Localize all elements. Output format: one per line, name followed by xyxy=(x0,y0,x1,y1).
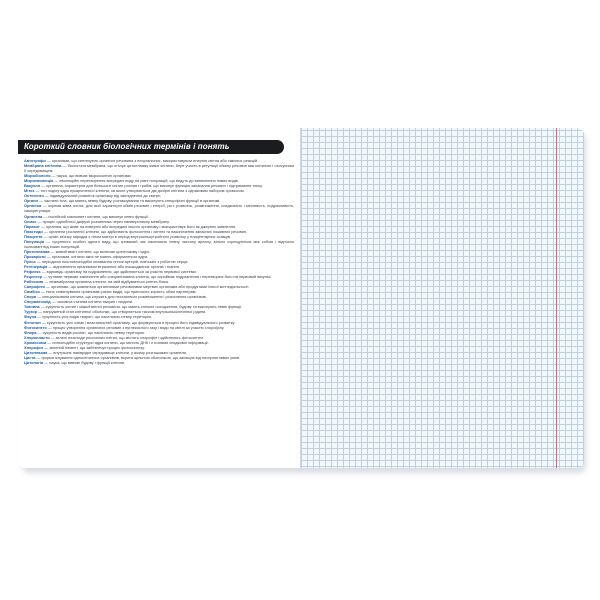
glossary-term: Мікробіологія xyxy=(24,173,51,179)
glossary-definition: — сукупність клітин і міжклітинної речовини, що мають спільне походження, будову та виконують певні функції. xyxy=(39,304,243,310)
glossary-definition: — наука, що вивчає будову і функції клітини. xyxy=(43,359,126,365)
notebook-spread xyxy=(18,128,584,468)
glossary-definition: — індивідуальний розвиток організму від запліднення до смерті. xyxy=(43,193,162,199)
glossary-definition: — органела, характерна для більшості клітин рослин і грибів, що виконує функцію запасання речовин і підтримання тиску. xyxy=(40,183,263,189)
glossary-definition: — окрема жива істота, для якої характерні обмін речовин і енергії, ріст, розвиток, розмноження, спадковість і мінливість, подразливість, саморегуляція. xyxy=(24,203,294,214)
glossary-term: Цитоплазма xyxy=(24,349,48,355)
glossary-term: Хромосоми xyxy=(24,339,47,345)
glossary-term: Тканина xyxy=(24,304,40,310)
glossary-term: Фотосинтез xyxy=(24,324,47,330)
glossary-definition: — спеціалізована клітина, що служить для нестатевого розмноження і розселення організмів. xyxy=(36,294,207,300)
glossary-term: Пульс xyxy=(24,258,36,264)
glossary-term: Хлоропласти xyxy=(24,334,50,340)
glossary-definition: — орган зв'язку зародка з тілом матері в період внутрішньоутробного розвитку у плацентарних ссавців. xyxy=(42,233,231,239)
glossary-term: Сперматозоїд xyxy=(24,299,51,305)
glossary-definition: — біологічна мембрана, що оточує цитоплазму живої клітини, бере участь в регуляції обміну речовин між клітиною і оточуючим її середовищем. xyxy=(24,163,294,174)
glossary-term: Симбіоз xyxy=(24,289,40,295)
glossary-definition: — тісне співіснування організмів різних видів, що приносить користь обом партнерам. xyxy=(39,289,197,295)
glossary-definition: — організм, що живе на поверхні або всередині іншого організму і використовує його як джерело живлення. xyxy=(39,223,237,229)
glossary-term: Автотрофи xyxy=(24,158,46,163)
glossary-term: Тургор xyxy=(24,309,38,315)
glossary-term: Сапрофіти xyxy=(24,284,45,290)
glossary-term: Рецептор xyxy=(24,274,43,280)
glossary-term: Популяція xyxy=(24,238,45,244)
margin-line xyxy=(556,128,557,468)
glossary-page xyxy=(18,128,301,468)
glossary-term: Організм xyxy=(24,203,42,209)
glossary-definition: — сукупність особин одного виду, що тривалий час населяють певну частину ареалу, вільно схрещуються між собою і відносно ізольовані від інших популяцій. xyxy=(24,238,294,249)
glossary-definition: — еволюційні перетворення всередині виду на рівні популяцій, що ведуть до виникнення нових видів. xyxy=(53,178,239,184)
glossary-term: Цитологія xyxy=(24,359,44,365)
glossary-definition: — організми, клітини яких не мають оформленого ядра. xyxy=(45,253,149,259)
glossary-definition: — ниткоподібні структури ядра клітини, що містять ДНК і є носіями спадкової інформації. xyxy=(46,339,209,345)
glossary-definition: — форма існування одноклітинних організмів, вкрита щільною оболонкою, що захищає від несприятливих умов. xyxy=(35,354,241,360)
glossary-term: Органела xyxy=(24,213,43,219)
glossary-term: Органи xyxy=(24,198,38,204)
glossary-entry xyxy=(24,163,294,173)
glossary-definition: — сукупність усіх видів тварин, що населяють певну територію. xyxy=(36,314,153,320)
glossary-term: Протоплазма xyxy=(24,248,50,254)
glossary-definition: — напружений стан клітинної оболонки, що створюється тиском внутрішньоклітинної рідини. xyxy=(37,309,207,315)
glossary-term: Мікроеволюція xyxy=(24,178,54,184)
glossary-term: Фауна xyxy=(24,314,37,320)
glossary-term: Спора xyxy=(24,294,37,300)
glossary-definition: — немембранна органела клітини, на якій відбувається синтез білка. xyxy=(43,279,170,285)
glossary-definition: — органели рослинної клітини, що здійснюють фотосинтез і синтез та накопичення запасних поживних речовин. xyxy=(42,228,248,234)
glossary-entry xyxy=(24,360,294,365)
glossary-term: Мітоз xyxy=(24,188,35,194)
glossary-term: Осмос xyxy=(24,218,37,224)
glossary-term: Пластиди xyxy=(24,228,43,234)
glossary-definition: — тип поділу ядра еукаріотичної клітини, за якого утворюються дві дочірні клітини з однаковим набором хромосом. xyxy=(34,188,245,194)
glossary-definition: — наука, що вивчає мікроскопічні організми. xyxy=(50,173,132,179)
glossary-definition: — відновлення організмом втрачених або пошкоджених органів і тканин. xyxy=(47,263,180,269)
glossary-definition: — організми, що синтезують органічні речовини з неорганічних, використовуючи енергію світла або хімічних реакцій. xyxy=(45,158,259,163)
glossary-definition: — періодичні поштовхоподібні коливання стінок артерій, пов'язані з роботою серця. xyxy=(35,258,189,264)
glossary-definition: — сукупність видів рослин, що населяють певну територію. xyxy=(36,329,146,335)
glossary-term: Хлорофіл xyxy=(24,344,44,350)
glossary-term: Флора xyxy=(24,329,37,335)
glossary-definition: — внутрішнє напіврідке середовище клітини, у якому розташовані органели. xyxy=(47,349,187,355)
glossary-definition: — організми, що живляться органічними речовинами мертвих організмів або продуктами їхньої життєдіяльності. xyxy=(44,284,250,290)
glossary-definition: — постійний компонент клітини, що виконує певні функції. xyxy=(42,213,149,219)
glossary-term: Онтогенез xyxy=(24,193,44,199)
glossary-term: Регенерація xyxy=(24,263,48,269)
glossary-definition: — відповідь організму на подразнення, що здійснюється за участю нервової системи. xyxy=(40,269,197,275)
glossary-definition: — частини тіла, що мають певну будову, розташування та виконують специфічні функції в організмі. xyxy=(37,198,221,204)
glossary-entry xyxy=(24,239,294,249)
grid-page xyxy=(301,128,584,468)
glossary-term: Паразит xyxy=(24,223,40,229)
glossary-definition: — чоловіча статева клітина тварин і людини. xyxy=(50,299,134,305)
glossary-term: Вакуоля xyxy=(24,183,41,189)
glossary-definition: — живий вміст клітини, що включає цитоплазму і ядро. xyxy=(49,248,151,254)
glossary-definition: — сукупність усіх ознак і властивостей організму, що формуються в процесі його індивідуального розвитку. xyxy=(40,319,236,325)
glossary-term: Рибосома xyxy=(24,279,44,285)
glossary-term: Рефлекс xyxy=(24,269,41,275)
glossary-term: Циста xyxy=(24,354,36,360)
glossary-term: Мембрана клітинна xyxy=(24,163,62,169)
glossary-definition: — зелені пластиди рослинних клітин, що містять хлорофіл і здійснюють фотосинтез. xyxy=(49,334,204,340)
glossary-term: Прокаріоти xyxy=(24,253,46,259)
glossary-term: Фенотип xyxy=(24,319,41,325)
glossary-definition: — зелений пігмент, що забезпечує процес фотосинтезу. xyxy=(43,344,145,350)
glossary-definition: — процес утворення органічних речовин з вуглекислого газу і води на світлі за участю хлорофілу. xyxy=(46,324,225,330)
glossary-definition: — чутливе нервове закінчення або спеціалізована клітина, що сприймає подразнення і перетворює його на нервовий імпульс. xyxy=(42,274,272,280)
glossary-entry xyxy=(24,203,294,213)
glossary-term: Плацента xyxy=(24,233,43,239)
glossary-definition: — процес однобічної дифузії розчинника через напівпроникну мембрану. xyxy=(36,218,170,224)
glossary-list xyxy=(24,158,294,365)
glossary-title: Короткий словник біологічних термінів і понять xyxy=(18,140,284,154)
